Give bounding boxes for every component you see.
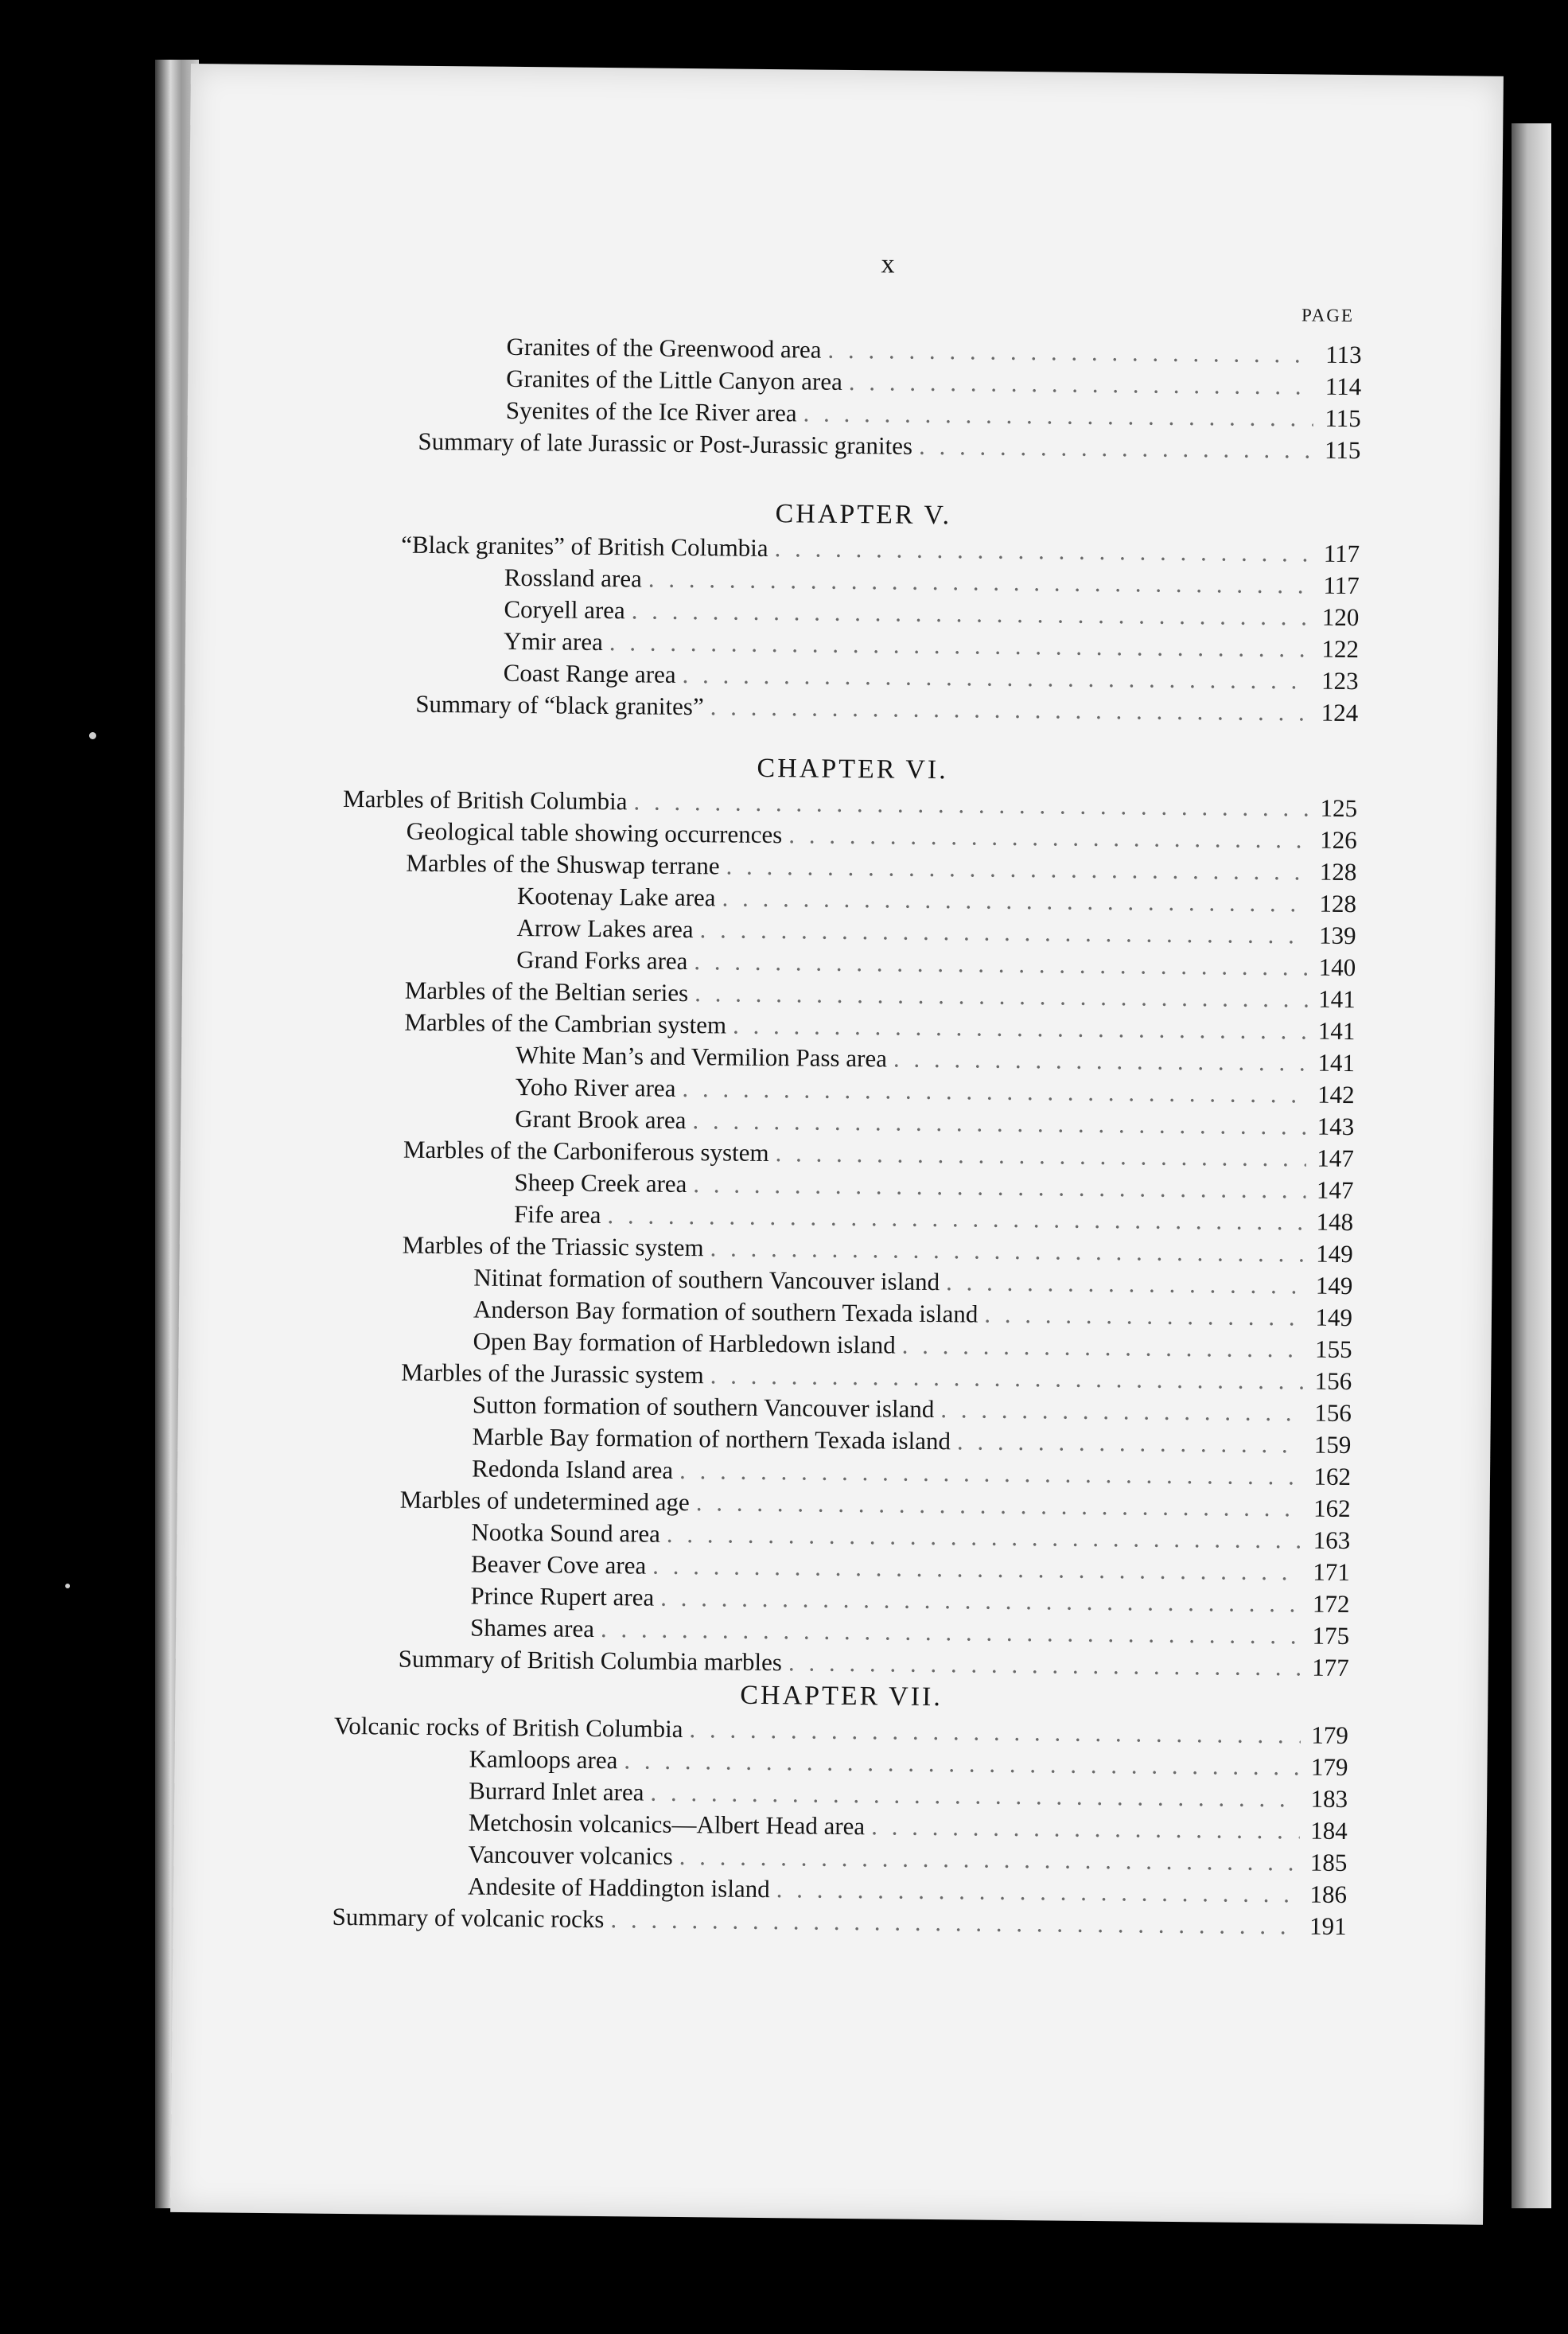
toc-entry-page: 120 <box>1321 602 1360 632</box>
next-page-edge <box>1512 123 1551 2208</box>
page-number: x <box>881 249 895 279</box>
leader-dots <box>934 1395 1304 1427</box>
toc-entry-title: Summary of British Columbia marbles <box>398 1644 783 1677</box>
leader-dots <box>796 399 1313 432</box>
toc-entry-page: 124 <box>1321 698 1359 727</box>
toc-entry-title: Redonda Island area <box>471 1454 674 1484</box>
toc-entry-title: Open Bay formation of Harbledown island <box>473 1327 896 1359</box>
chapter-heading: CHAPTER VI. <box>757 753 948 785</box>
leader-dots <box>887 1044 1307 1077</box>
toc-entry-title: Marbles of the Cambrian system <box>404 1007 727 1039</box>
toc-entry-title: Syenites of the Ice River area <box>505 395 797 427</box>
book-page <box>170 64 1504 2225</box>
toc-entry-page: 141 <box>1318 984 1356 1014</box>
toc-entry-page: 128 <box>1319 857 1357 886</box>
toc-entry-page: 191 <box>1309 1911 1347 1941</box>
leader-dots <box>978 1300 1305 1332</box>
toc-entry-title: Nootka Sound area <box>471 1518 661 1548</box>
toc-entry-title: Grant Brook area <box>515 1104 687 1135</box>
leader-dots <box>940 1268 1305 1299</box>
toc-entry-page: 163 <box>1313 1525 1351 1555</box>
toc-entry-title: Summary of “black granites” <box>415 689 704 721</box>
toc-entry-page: 171 <box>1313 1557 1351 1587</box>
toc-entry-page: 155 <box>1314 1335 1352 1364</box>
toc-entry-title: Nitinat formation of southern Vancouver island <box>473 1263 940 1296</box>
toc-entry-title: “Black granites” of British Columbia <box>401 530 768 562</box>
toc-entry-title: Sheep Creek area <box>514 1167 687 1198</box>
toc-entry-title: Yoho River area <box>515 1072 676 1102</box>
toc-entry-page: 156 <box>1314 1398 1352 1428</box>
scan-speck <box>89 732 96 739</box>
toc-entry-title: Marbles of the Carboniferous system <box>403 1135 769 1167</box>
toc-entry-page: 123 <box>1321 666 1359 696</box>
toc-entry-page: 175 <box>1312 1621 1350 1650</box>
toc-entry-page: 114 <box>1325 372 1362 401</box>
toc-entry-page: 184 <box>1310 1816 1348 1845</box>
toc-entry-title: Volcanic rocks of British Columbia <box>333 1711 683 1744</box>
chapter-heading: CHAPTER VII. <box>740 1680 944 1713</box>
page-column-header: PAGE <box>1301 305 1355 326</box>
toc-entry-page: 185 <box>1309 1848 1348 1877</box>
toc-entry-page: 177 <box>1312 1653 1349 1682</box>
toc-entry-page: 143 <box>1317 1112 1355 1141</box>
toc-entry-title: Prince Rupert area <box>470 1581 655 1611</box>
toc-entry-page: 139 <box>1318 921 1356 950</box>
leader-dots <box>604 1905 1299 1940</box>
toc-entry-page: 142 <box>1317 1080 1355 1109</box>
toc-entry-page: 179 <box>1310 1752 1348 1782</box>
toc-entry-page: 186 <box>1309 1880 1348 1909</box>
toc-entry-title: Shames area <box>469 1613 595 1642</box>
toc-entry-page: 126 <box>1320 825 1357 855</box>
toc-entry-title: Coryell area <box>504 594 625 625</box>
toc-entry-page: 117 <box>1323 539 1360 568</box>
toc-entry-title: Summary of volcanic rocks <box>332 1902 605 1934</box>
toc-entry-page: 117 <box>1323 571 1360 600</box>
toc-entry-title: Summary of late Jurassic or Post-Jurassic granites <box>418 427 913 460</box>
toc-entry-page: 149 <box>1316 1239 1353 1268</box>
toc-entry-title: Anderson Bay formation of southern Texada island <box>473 1295 979 1328</box>
toc-entry-title: Arrow Lakes area <box>516 913 694 944</box>
leader-dots <box>782 1648 1301 1681</box>
toc-entry-page: 115 <box>1325 403 1361 433</box>
leader-dots <box>704 692 1311 727</box>
toc-entry-page: 147 <box>1317 1144 1355 1173</box>
toc-entry-page: 183 <box>1310 1784 1348 1814</box>
toc-entry-title: Granites of the Greenwood area <box>506 332 822 364</box>
toc-entry-title: Marbles of the Shuswap terrane <box>406 848 720 880</box>
toc-entry-title: Kootenay Lake area <box>516 881 716 912</box>
toc-entry-title: Beaver Cove area <box>470 1549 647 1580</box>
toc-entry-page: 148 <box>1316 1207 1354 1237</box>
toc-entry-title: Marbles of the Jurassic system <box>401 1358 704 1389</box>
toc-entry-page: 128 <box>1319 889 1357 918</box>
toc-entry-page: 113 <box>1325 340 1362 369</box>
toc-entry-title: Coast Range area <box>503 658 676 688</box>
toc-entry-page: 149 <box>1315 1303 1353 1332</box>
toc-entry-title: Geological table showing occurrences <box>406 816 783 849</box>
toc-entry-title: Burrard Inlet area <box>469 1776 644 1806</box>
toc-entry-title: Kamloops area <box>469 1744 618 1775</box>
toc-entry-page: 162 <box>1313 1494 1351 1523</box>
toc-entry-page: 179 <box>1311 1720 1349 1750</box>
toc-entry-title: Marbles of the Beltian series <box>404 976 689 1007</box>
toc-entry-title: Ymir area <box>503 626 604 657</box>
scan-speck <box>65 1584 70 1588</box>
toc-entry-title: Metchosin volcanics—Albert Head area <box>468 1808 866 1841</box>
toc-entry-title: Andesite of Haddington island <box>467 1872 770 1903</box>
toc-entry-title: Vancouver volcanics <box>468 1840 673 1870</box>
toc-entry-page: 147 <box>1316 1175 1354 1205</box>
toc-entry-title: Fife area <box>513 1199 601 1229</box>
leader-dots <box>951 1427 1304 1459</box>
toc-entry-page: 172 <box>1312 1589 1350 1619</box>
toc-entry-page: 159 <box>1313 1430 1352 1459</box>
toc-entry-title: Grand Forks area <box>516 945 688 976</box>
toc-entry-title: Marbles of undetermined age <box>399 1485 690 1517</box>
toc-entry-title: White Man’s and Vermilion Pass area <box>515 1040 888 1073</box>
chapter-heading: CHAPTER V. <box>775 499 952 531</box>
toc-entry-title: Rossland area <box>504 563 643 593</box>
table-of-contents <box>170 64 1504 2225</box>
toc-entry-page: 162 <box>1313 1462 1352 1491</box>
leader-dots <box>821 336 1313 369</box>
toc-entry-page: 141 <box>1317 1048 1356 1077</box>
leader-dots <box>896 1331 1305 1364</box>
leader-dots <box>842 368 1314 401</box>
toc-entry-page: 149 <box>1315 1271 1353 1300</box>
toc-entry-page: 115 <box>1324 435 1361 465</box>
toc-entry-title: Sutton formation of southern Vancouver island <box>472 1390 935 1424</box>
toc-entry-page: 141 <box>1317 1016 1356 1046</box>
toc-entry-title: Granites of the Little Canyon area <box>506 364 843 395</box>
leader-dots <box>912 432 1313 465</box>
toc-entry-title: Marble Bay formation of northern Texada island <box>472 1422 951 1455</box>
toc-entry-page: 122 <box>1321 634 1360 664</box>
toc-entry-page: 125 <box>1320 793 1358 823</box>
toc-entry-title: Marbles of the Triassic system <box>402 1230 704 1262</box>
toc-entry-title: Marbles of British Columbia <box>342 784 628 816</box>
leader-dots <box>865 1812 1300 1845</box>
toc-entry-page: 156 <box>1314 1366 1352 1396</box>
toc-entry-page: 140 <box>1318 953 1356 982</box>
